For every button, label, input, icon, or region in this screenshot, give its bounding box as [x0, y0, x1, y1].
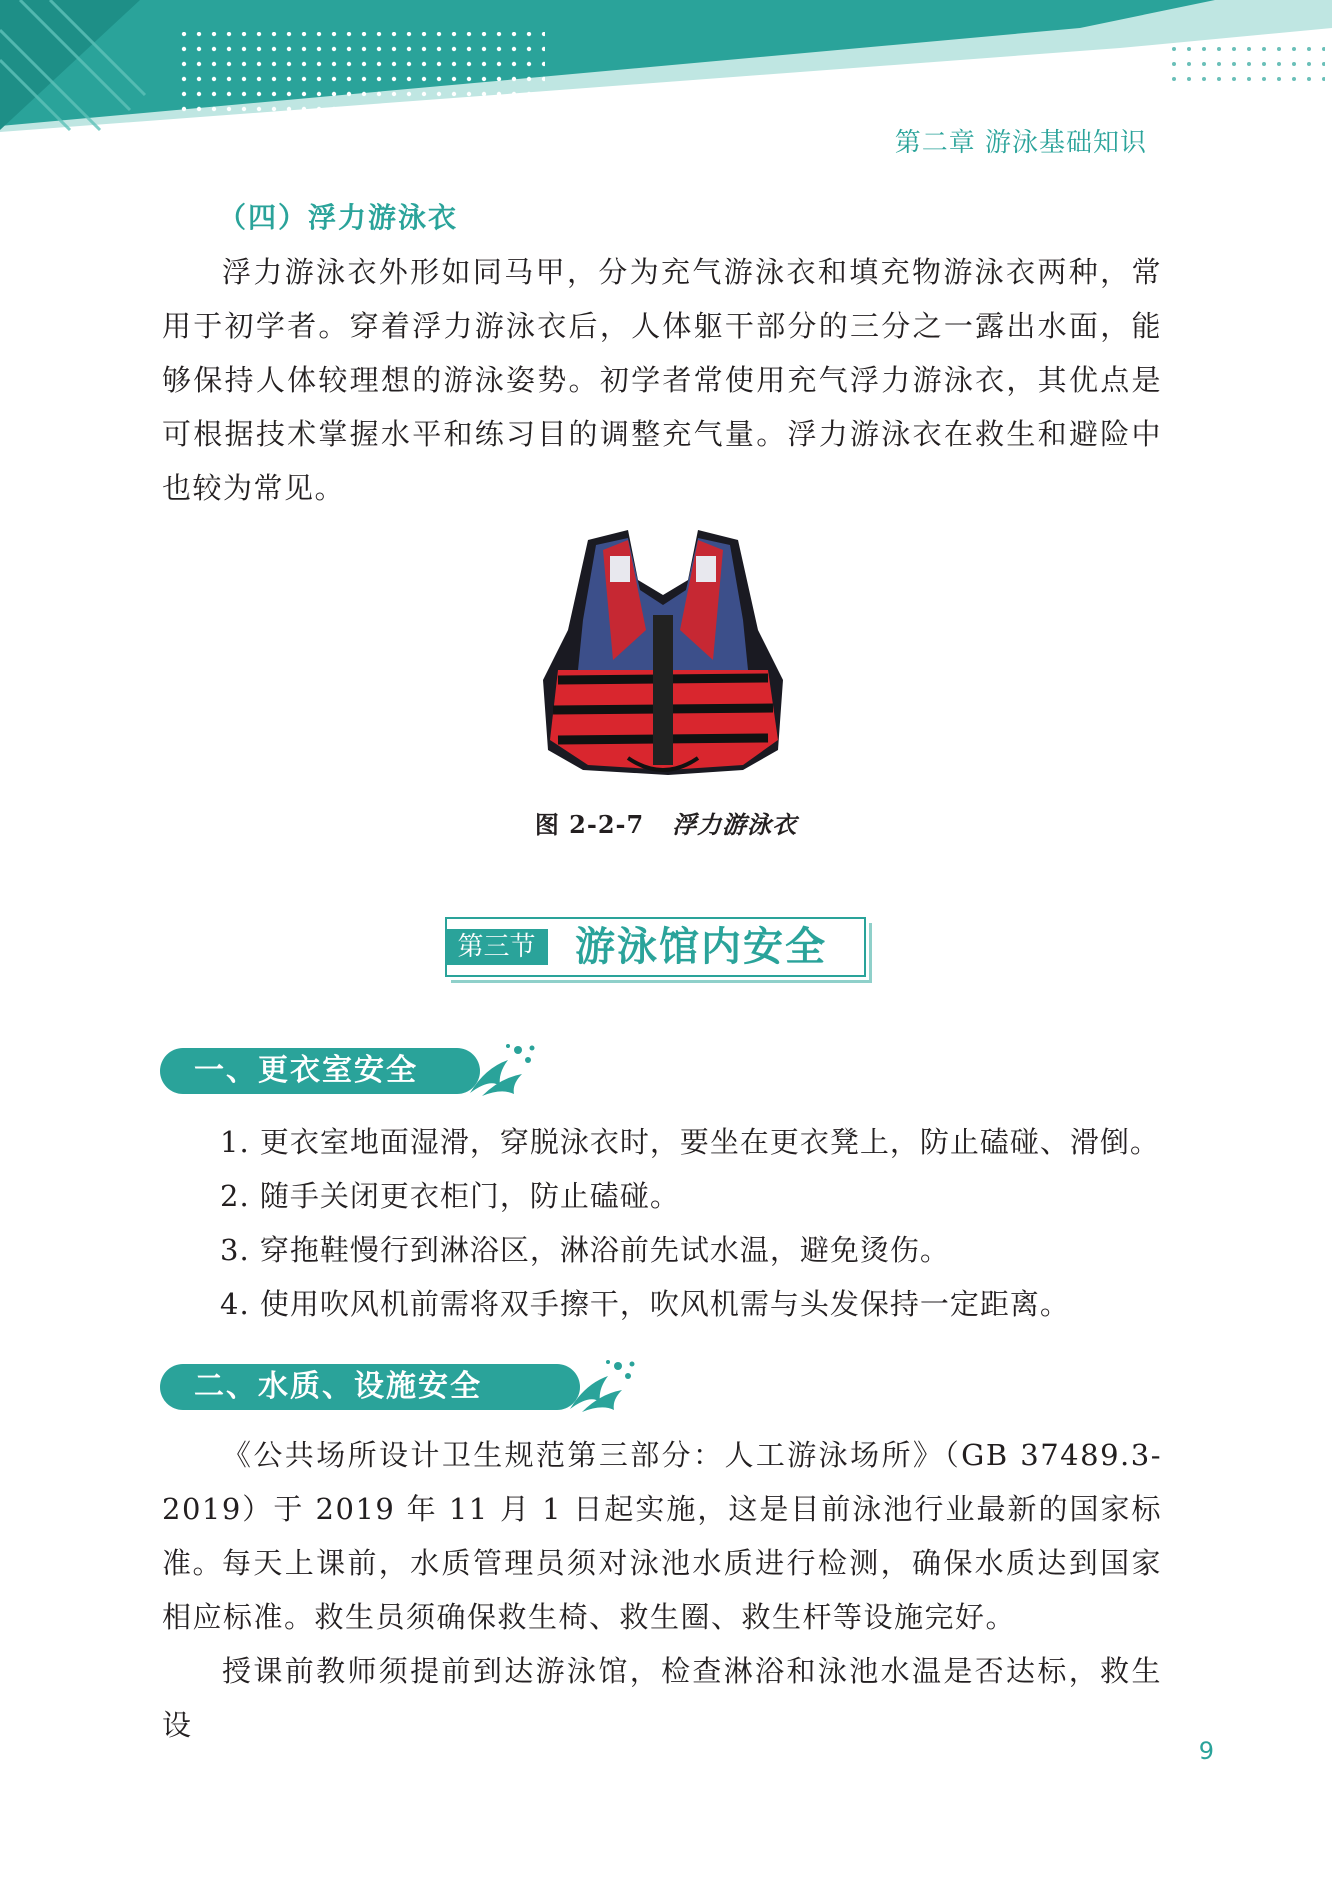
list-item: 4. 使用吹风机前需将双手擦干，吹风机需与头发保持一定距离。 [220, 1287, 1070, 1321]
section-badge: 第三节 [445, 929, 548, 965]
subsection-title: （四）浮力游泳衣 [218, 201, 459, 234]
list-item: 3. 穿拖鞋慢行到淋浴区，淋浴前先试水温，避免烫伤。 [220, 1233, 950, 1267]
part1-title: 一、更衣室安全 [194, 1053, 418, 1088]
part2-title: 二、水质、设施安全 [194, 1369, 482, 1404]
chapter-title: 第二章 游泳基础知识 [894, 128, 1147, 158]
part2-paragraph: 授课前教师须提前到达游泳馆，检查淋浴和泳池水温是否达标，救生设 [162, 1654, 1162, 1742]
page-number: 9 [1198, 1737, 1214, 1765]
list-item: 1. 更衣室地面湿滑，穿脱泳衣时，要坐在更衣凳上，防止磕碰、滑倒。 [220, 1125, 1160, 1159]
part2-paragraph: 《公共场所设计卫生规范第三部分：人工游泳场所》（GB 37489.3-2019）于 2019 年 11 月 1 日起实施，这是目前泳池行业最新的国家标准。 [162, 1438, 1162, 1580]
wave-icon [460, 1038, 540, 1100]
life-vest-image [528, 520, 798, 785]
section-title: 游泳馆内安全 [575, 924, 827, 970]
list-item: 2. 随手关闭更衣柜门，防止磕碰。 [220, 1179, 680, 1213]
header-decoration [0, 0, 1332, 140]
figure-title: 浮力游泳衣 [672, 810, 798, 839]
figure-number: 图 2-2-7 [534, 810, 645, 839]
part2-paragraph: 每天上课前，水质管理员须对泳池水质进行检测，确保水质达到国家相应标准。救生员须确保救生椅、救生圈、救生杆等设施完好。 [162, 1546, 1162, 1634]
section-heading [445, 917, 870, 981]
subsection-paragraph: 浮力游泳衣外形如同马甲，分为充气游泳衣和填充物游泳衣两种，常用于初学者。穿着浮力游泳衣后，人体躯干部分的三分之一露出水面，能够保持人体较理想的游泳姿势。初学者常使用充气浮力游泳衣，其优点是可根据技术掌握水平和练习目的调整充气量。浮力游泳衣在救生和避险中也较为常见。 [162, 255, 1162, 505]
figure-caption [0, 805, 1332, 840]
wave-icon [560, 1354, 640, 1416]
